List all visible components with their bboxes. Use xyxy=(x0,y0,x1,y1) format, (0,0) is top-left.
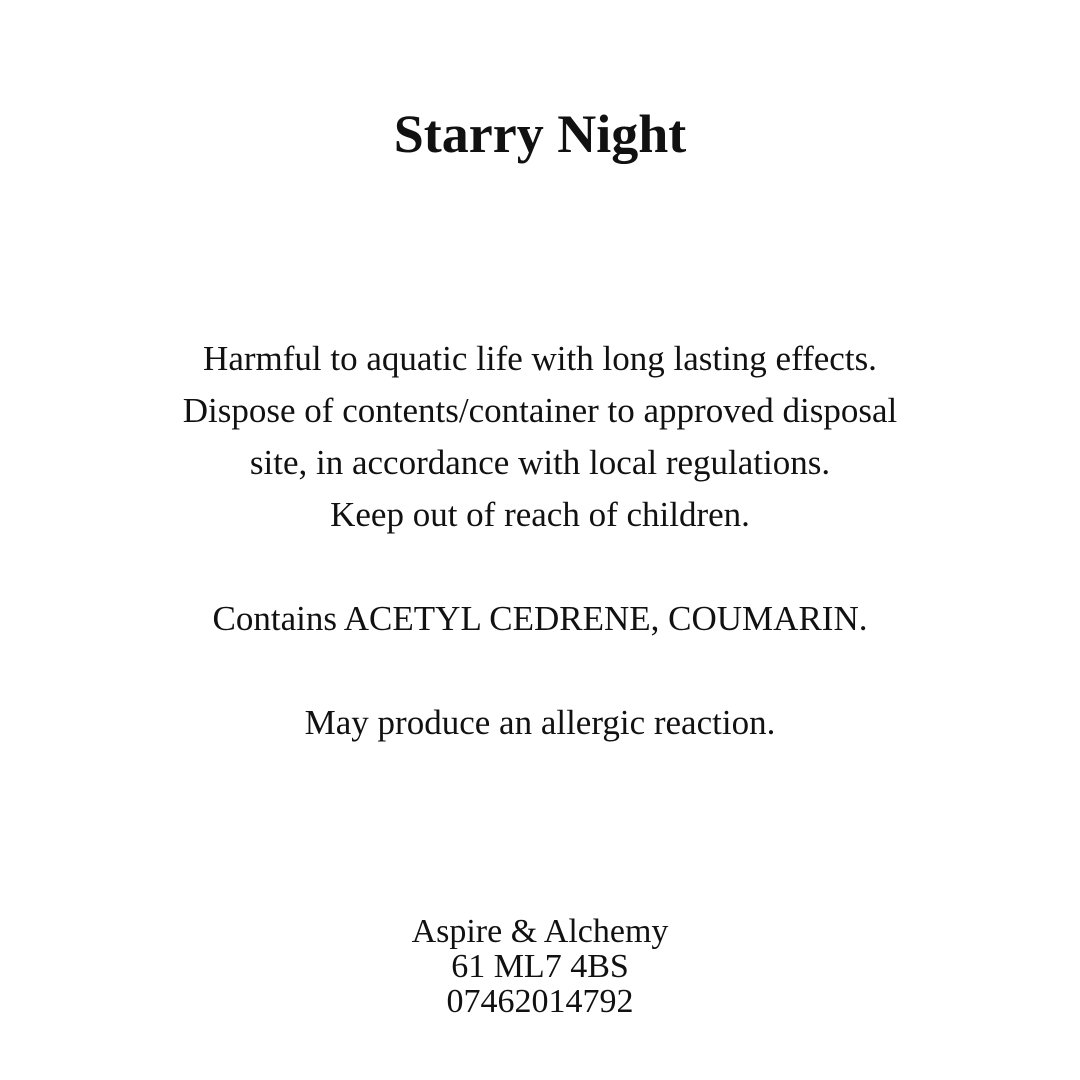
product-title: Starry Night xyxy=(393,104,687,164)
spacer xyxy=(0,541,1080,593)
hazard-line: Keep out of reach of children. xyxy=(330,495,750,534)
allergy-warning: May produce an allergic reaction. xyxy=(304,703,776,742)
company-info xyxy=(0,914,1080,1019)
hazard-line: Harmful to aquatic life with long lasting effects. xyxy=(203,339,877,378)
company-address: 61 ML7 4BS xyxy=(451,948,629,985)
safety-warnings xyxy=(0,333,1080,749)
contains-statement: Contains ACETYL CEDRENE, COUMARIN. xyxy=(212,599,868,638)
spacer xyxy=(0,645,1080,697)
hazard-line: Dispose of contents/container to approved disposal xyxy=(182,391,898,430)
company-phone: 07462014792 xyxy=(446,983,634,1020)
company-name: Aspire & Alchemy xyxy=(411,913,669,950)
hazard-line: site, in accordance with local regulations. xyxy=(249,443,831,482)
